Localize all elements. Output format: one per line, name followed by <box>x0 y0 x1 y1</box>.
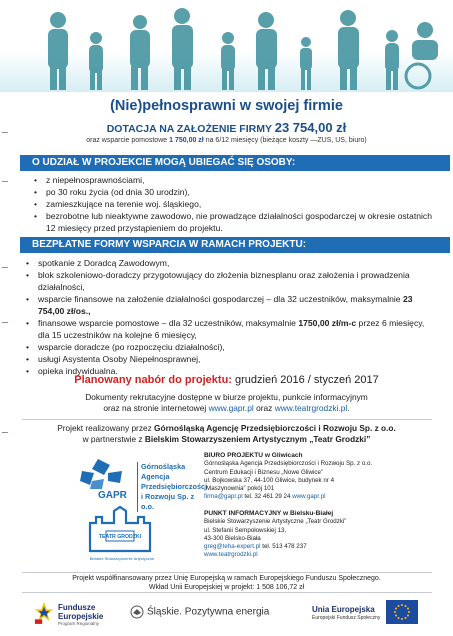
documents-prefix: oraz na stronie internetowej <box>103 403 207 413</box>
teatr-grodzki-logo <box>84 505 166 563</box>
list-item: • spotkanie z Doradcą Zawodowym, <box>26 257 431 269</box>
office-line: „Maszynownia” pokój 101 <box>204 485 275 493</box>
office-gliwice-email[interactable]: firma@gapr.pl <box>204 493 243 501</box>
hero-banner <box>0 0 453 92</box>
support-financial-amount: 23 754,00 zł/os., <box>38 294 413 316</box>
office-gliwice-phone: tel. 32 461 29 24 <box>244 493 291 501</box>
office-line: 43-300 Bielsko-Biała <box>204 534 261 542</box>
eligibility-list <box>34 174 434 234</box>
teatr-logo-sub: Bielskie Stowarzyszenie Artystyczne <box>89 556 155 561</box>
cofinancing-line2: Wkład Unii Europejskiej w projekt: 1 508 106,72 zł <box>148 584 305 591</box>
margin-mark <box>2 267 8 268</box>
family-silhouettes-illustration <box>0 0 453 92</box>
grant-note-prefix: oraz wsparcie pomostowe <box>86 137 168 144</box>
slaskie-logo <box>130 605 269 619</box>
support-bridge-amount: 1750,00 zł/m-c <box>298 318 357 328</box>
support-financial-text: wsparcie finansowe na założenie działalności gospodarczej – dla 32 uczestników, maksymalnie <box>38 294 401 304</box>
teatr-logo-name: TEATR GRODZKI <box>98 534 142 540</box>
documents-suffix: . <box>347 403 350 413</box>
office-bielsko <box>204 510 424 560</box>
documents-line2 <box>0 403 453 414</box>
list-item: • blok szkoleniowo-doradczy przygotowujący do złożenia biznesplanu oraz założenia i prowadzenia działalności, <box>26 269 431 293</box>
list-item: • po 30 roku życia (od dnia 30 urodzin), <box>34 186 434 198</box>
office-bielsko-heading: PUNKT INFORMACYJNY w Bielsku-Białej <box>204 510 334 517</box>
fe-line2: Europejskie <box>58 612 104 621</box>
documents-mid: oraz <box>256 403 273 413</box>
office-bielsko-email[interactable]: greg@teha-expert.pl <box>204 543 261 551</box>
slaskie-bird-icon <box>130 605 144 619</box>
recruitment-label: Planowany nabór do projektu: <box>74 374 232 386</box>
gapr-name-line: Agencja <box>141 472 170 481</box>
margin-mark <box>2 322 8 323</box>
support-heading: BEZPŁATNE FORMY WSPARCIA W RAMACH PROJEKTU: <box>20 237 450 253</box>
grant-label: DOTACJA NA ZAŁOŻENIE FIRMY <box>106 123 272 135</box>
gapr-name-line: i Rozwoju Sp. z o.o. <box>141 492 195 511</box>
documents-line1: Dokumenty rekrutacyjne dostępne w biurze projektu, punkcie informacyjnym <box>85 392 368 402</box>
support-bridge-text: finansowe wsparcie pomostowe – dla 32 uczestników, maksymalnie <box>38 318 296 328</box>
fe-line1: Fundusze <box>58 603 96 612</box>
slaskie-slogan: Śląskie. Pozytywna energia <box>147 606 270 618</box>
implementation-line2 <box>0 434 453 445</box>
margin-mark <box>2 432 8 433</box>
office-gliwice-web[interactable]: www.gapr.pl <box>292 493 326 501</box>
list-item: • opieka indywidualna. <box>26 365 431 377</box>
support-bridge-duration: przez 6 miesięcy, dla 15 uczestników na kolejne 6 miesięcy, <box>38 318 425 340</box>
office-line: Górnośląska Agencja Przedsiębiorczości i Rozwoju Sp. z o.o. <box>204 460 373 468</box>
impl-partner: Bielskim Stowarzyszeniem Artystycznym „Teatr Grodzki” <box>144 434 371 444</box>
fundusze-europejskie-star-icon <box>34 601 54 625</box>
cofinancing-info <box>0 574 453 592</box>
office-web-line <box>204 551 424 559</box>
gapr-name-line: Górnośląska <box>141 462 186 471</box>
implementation-line1 <box>0 423 453 434</box>
gapr-acronym: GAPR <box>98 490 127 501</box>
office-line: ul. Bojkowska 37, 44-100 Gliwice, budynek nr 4 <box>204 476 335 484</box>
impl-partner-prefix: w partnerstwie z <box>82 434 143 444</box>
gapr-website-link[interactable]: www.gapr.pl <box>208 403 254 413</box>
cofinancing-line1: Projekt współfinansowany przez Unię Europejską w ramach Europejskiego Funduszu Społecznego. <box>72 575 381 582</box>
office-line: ul. Stefanii Sempołowskiej 13, <box>204 526 287 534</box>
fe-subtitle: Program Regionalny <box>58 621 100 626</box>
office-gliwice <box>204 452 424 502</box>
list-item: • zamieszkujące na terenie woj. śląskiego, <box>34 198 434 210</box>
page-title: (Nie)pełnosprawni w swojej firmie <box>110 98 343 114</box>
implementation-info <box>0 423 453 445</box>
fundusze-europejskie-logo <box>58 603 103 621</box>
grant-note-amount: 1 750,00 zł <box>169 137 204 144</box>
impl-prefix: Projekt realizowany przez <box>57 423 152 433</box>
office-contact-line <box>204 493 424 501</box>
list-item: • usługi Asystenta Osoby Niepełnosprawnej, <box>26 353 431 365</box>
teatr-website-link[interactable]: www.teatrgrodzki.pl <box>274 403 348 413</box>
list-item <box>26 293 431 317</box>
eu-flag-icon <box>386 600 418 624</box>
divider <box>22 592 432 593</box>
gapr-name-line: Przedsiębiorczości <box>141 482 208 491</box>
office-contact-line <box>204 543 424 551</box>
office-gliwice-heading: BIURO PROJEKTU w Gliwicach <box>204 452 303 459</box>
ue-label: Unia Europejska <box>312 605 375 614</box>
list-item: • bezrobotne lub nieaktywne zawodowo, nie prowadzące działalności gospodarczej w okresie ostatnich 12 miesięcy przed przystąpieniem do projektu. <box>34 210 434 234</box>
gapr-logo <box>78 457 134 501</box>
list-item <box>26 317 431 341</box>
list-item: • wsparcie doradcze (po rozpoczęciu działalności), <box>26 341 431 353</box>
office-bielsko-phone: tel. 513 478 237 <box>262 543 307 551</box>
office-line: Bielskie Stowarzyszenie Artystyczne „Teatr Grodzki” <box>204 518 347 526</box>
grant-heading <box>0 120 453 135</box>
office-bielsko-web[interactable]: www.teatrgrodzki.pl <box>204 551 258 559</box>
grant-note-suffix: na 6/12 miesięcy (bieżące koszty —ZUS, US, biuro) <box>205 137 367 144</box>
list-item: • z niepełnosprawnościami, <box>34 174 434 186</box>
recruitment-value: grudzień 2016 / styczeń 2017 <box>235 374 379 386</box>
eligibility-heading: O UDZIAŁ W PROJEKCIE MOGĄ UBIEGAĆ SIĘ OSOBY: <box>20 155 450 171</box>
eu-stars-icon <box>386 600 418 624</box>
recruitment-line <box>0 374 453 386</box>
margin-mark <box>2 132 8 133</box>
margin-mark <box>2 181 8 182</box>
support-list <box>26 257 431 377</box>
office-line: Centrum Edukacji i Biznesu „Nowe Gliwice” <box>204 468 323 476</box>
divider <box>22 419 432 420</box>
impl-organisation: Górnośląską Agencję Przedsiębiorczości i Rozwoju Sp. z o.o. <box>154 423 396 433</box>
grant-note <box>0 137 453 144</box>
ue-fund-label: Europejski Fundusz Społeczny <box>312 615 381 621</box>
divider <box>22 572 432 573</box>
grant-amount: 23 754,00 zł <box>274 120 347 135</box>
documents-info <box>0 392 453 414</box>
